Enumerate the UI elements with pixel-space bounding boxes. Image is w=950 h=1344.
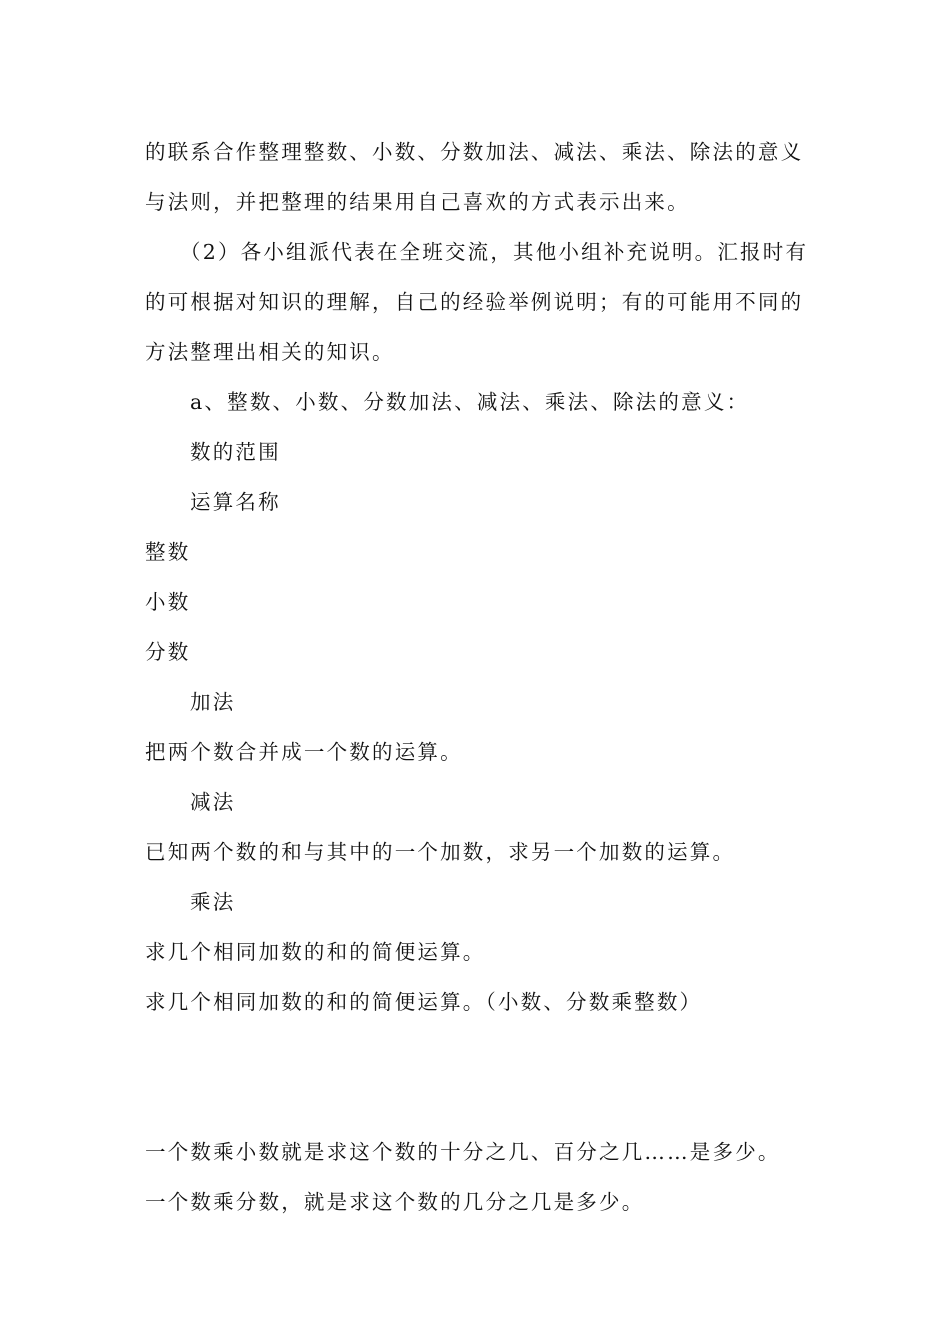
paragraph-line-2: 与法则，并把整理的结果用自己喜欢的方式表示出来。	[145, 190, 690, 214]
operation-subtraction: 减法	[190, 790, 236, 814]
multiplication-meaning-integer: 求几个相同加数的和的简便运算。	[145, 940, 486, 964]
multiplication-meaning-decimal-fraction: 求几个相同加数的和的简便运算。（小数、分数乘整数）	[145, 990, 703, 1014]
operation-multiplication: 乘法	[190, 890, 236, 914]
subtraction-meaning: 已知两个数的和与其中的一个加数，求另一个加数的运算。	[145, 840, 736, 864]
multiply-by-fraction-meaning: 一个数乘分数，就是求这个数的几分之几是多少。	[145, 1190, 645, 1214]
table-header-number-range: 数的范围	[190, 440, 281, 464]
paragraph-line-1: 的联系合作整理整数、小数、分数加法、减法、乘法、除法的意义	[145, 140, 804, 164]
section-heading-a: a、整数、小数、分数加法、减法、乘法、除法的意义：	[190, 390, 750, 414]
table-column-integer: 整数	[145, 540, 191, 564]
paragraph-line-5: 方法整理出相关的知识。	[145, 340, 395, 364]
multiply-by-decimal-meaning: 一个数乘小数就是求这个数的十分之几、百分之几……是多少。	[145, 1140, 781, 1164]
table-column-decimal: 小数	[145, 590, 191, 614]
table-header-operation-name: 运算名称	[190, 490, 281, 514]
paragraph-line-4: 的可根据对知识的理解，自己的经验举例说明；有的可能用不同的	[145, 290, 804, 314]
table-column-fraction: 分数	[145, 640, 191, 664]
operation-addition: 加法	[190, 690, 236, 714]
paragraph-line-3: （2）各小组派代表在全班交流，其他小组补充说明。汇报时有	[180, 240, 809, 264]
addition-meaning: 把两个数合并成一个数的运算。	[145, 740, 463, 764]
